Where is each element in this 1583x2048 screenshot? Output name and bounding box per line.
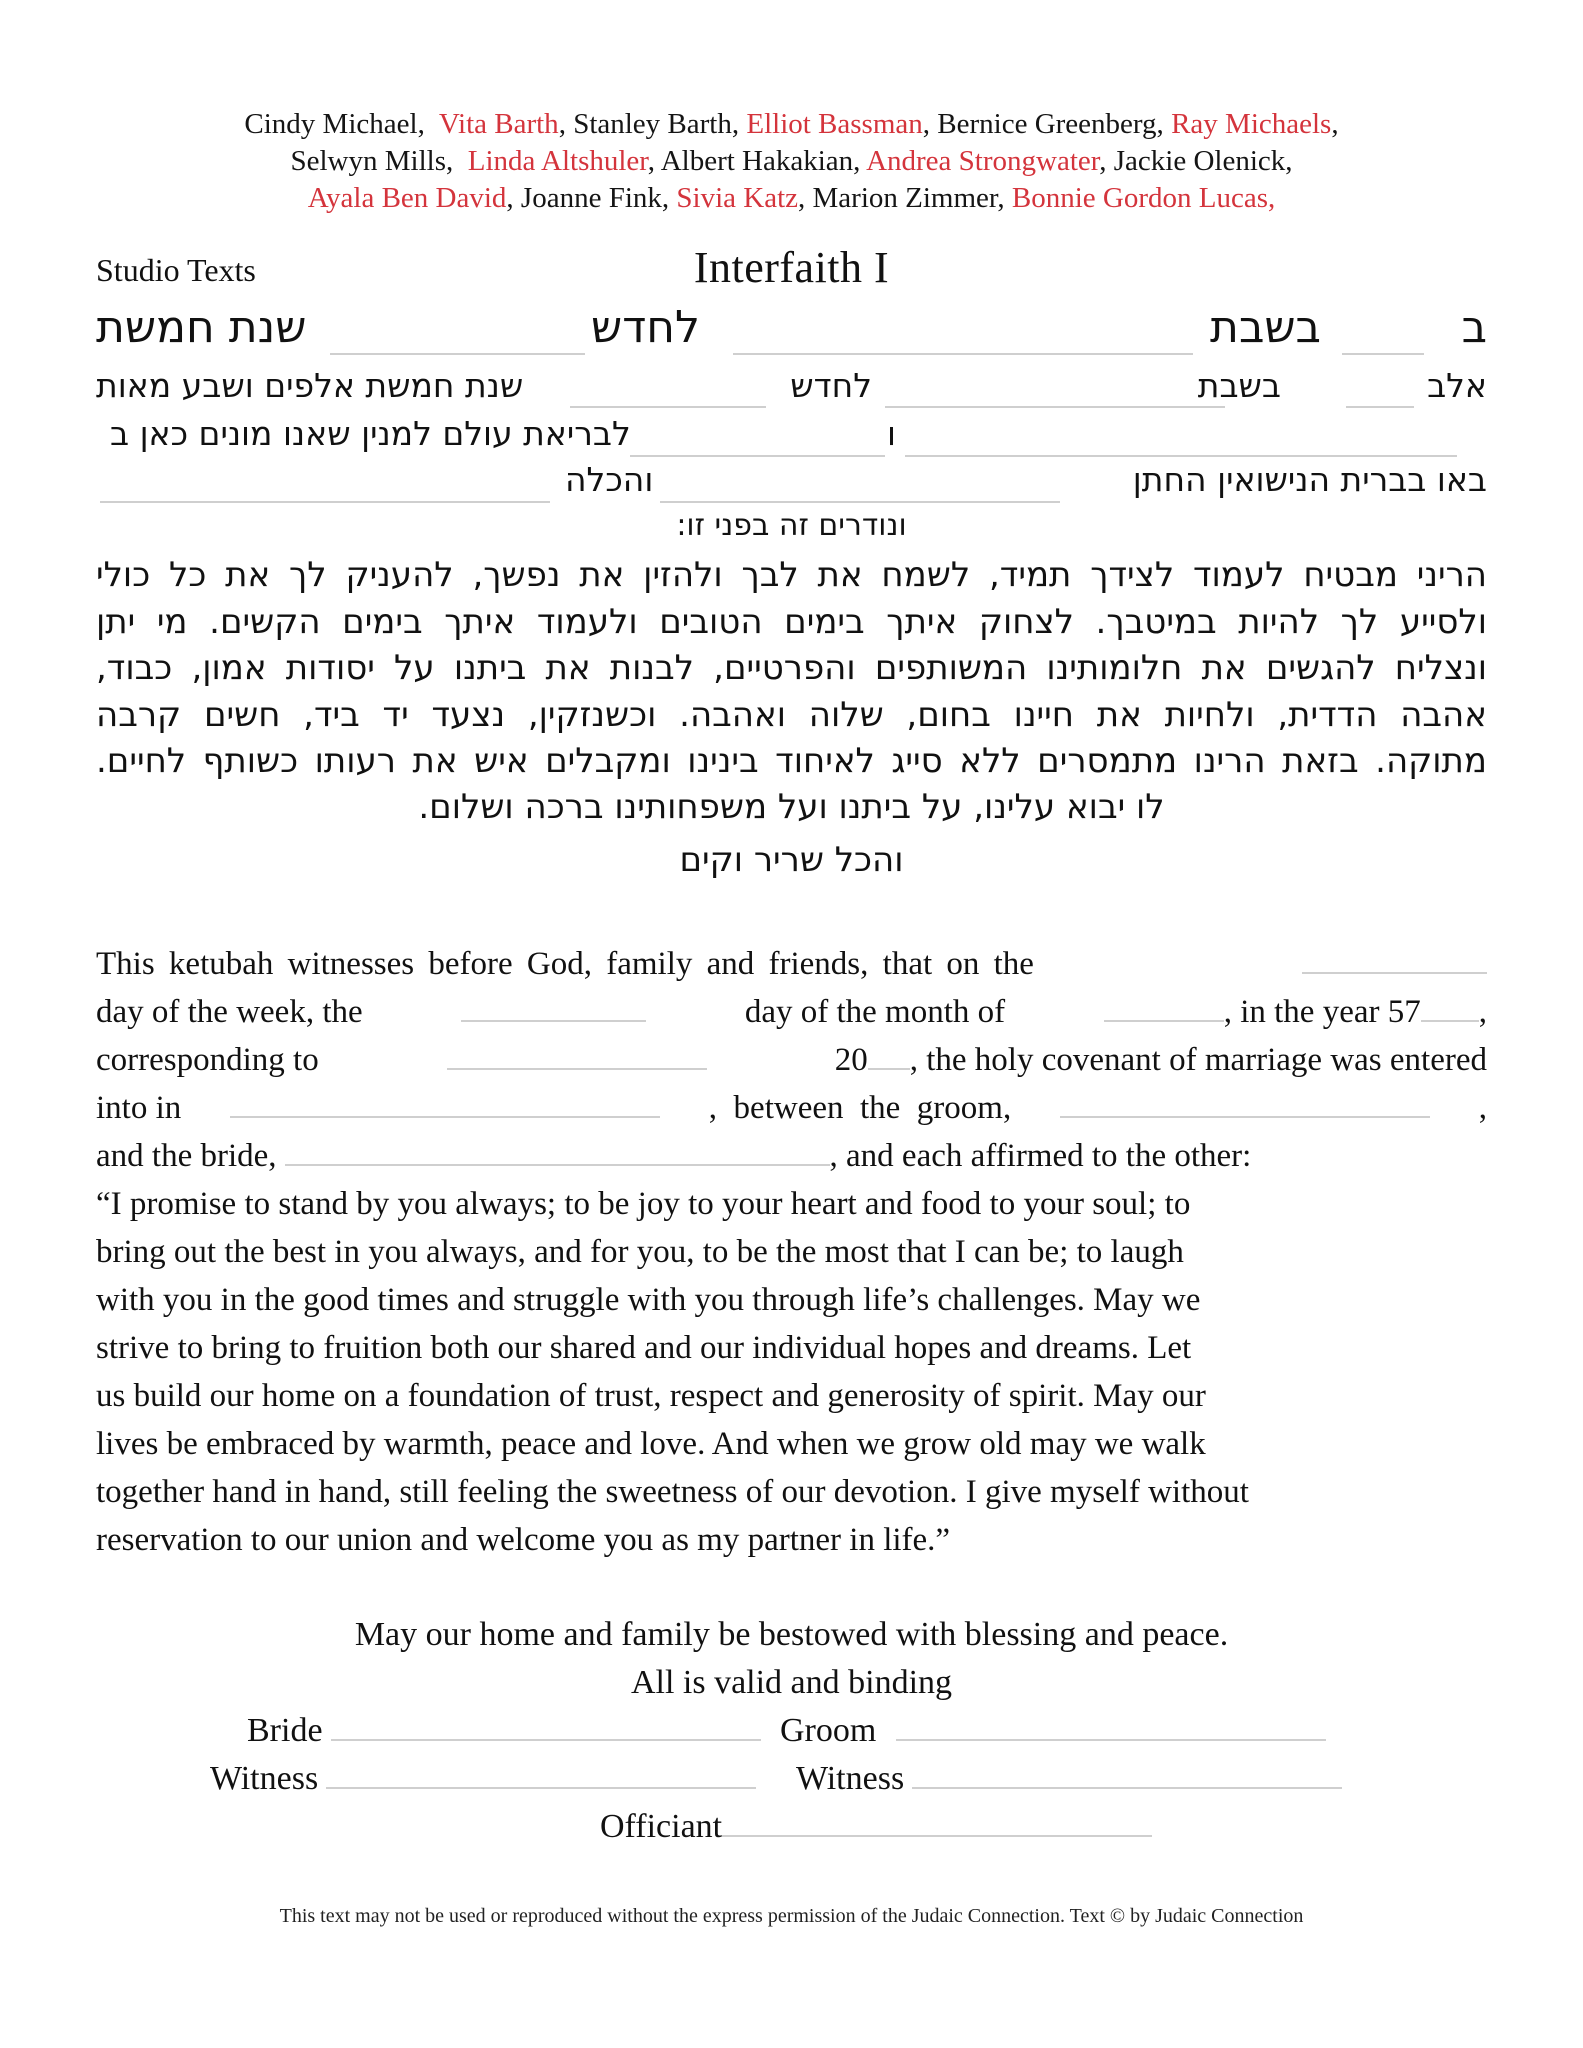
- english-text-fragment: corresponding to: [96, 1042, 319, 1078]
- english-line-2: [96, 988, 1487, 1036]
- vow-text: together hand in hand, still feeling the sweetness of our devotion. I give myself without: [96, 1474, 1249, 1510]
- officiant-signature-line[interactable]: [722, 1834, 1152, 1837]
- vow-line: [96, 1468, 1487, 1516]
- heb-nodrim: ונודרים זה בפני זו:: [676, 508, 907, 543]
- heb-lechodesh: לחדש: [591, 302, 700, 353]
- heb-shnat-alafim: שנת חמשת אלפים ושבע מאות: [96, 366, 524, 405]
- heb-vow-line: ונצליח להגשים את חלומותינו המשותפים והפרטיים, לבנות את ביתנו על יסודות אמון, כבוד,: [96, 648, 1487, 688]
- english-text-fragment: day of the week, the: [96, 994, 363, 1030]
- heb-closing: והכל שריר וקים: [679, 840, 904, 880]
- vow-text: “I promise to stand by you always; to be joy to your heart and food to your soul; to: [96, 1186, 1191, 1222]
- copyright-footer: This text may not be used or reproduced without the express permission of the Judaic Connection. Text © by Judaic Connection: [279, 1905, 1304, 1927]
- heb-vow-line: מתוקה. בזאת הרינו מתמסרים ללא סייג לאיחוד בינינו ומקבלים איש את רעותו כשותף לחיים.: [96, 741, 1487, 781]
- credit-name: , Stanley Barth,: [558, 108, 740, 140]
- witness-label: Witness: [796, 1760, 905, 1797]
- bride-signature-line[interactable]: [331, 1738, 761, 1741]
- credits-names: [0, 106, 1583, 217]
- studio-texts-label: Studio Texts: [96, 252, 256, 288]
- heb-weekday-blank[interactable]: [733, 352, 1193, 355]
- vow-line: [96, 1180, 1487, 1228]
- english-text-fragment: 20: [834, 1042, 868, 1078]
- credit-name: Sivia Katz: [676, 182, 798, 214]
- witness-right-signature: [796, 1760, 1342, 1798]
- credit-separator: ,: [1331, 108, 1339, 140]
- english-text-fragment: ,: [1478, 994, 1487, 1030]
- witness-left-signature-line[interactable]: [326, 1786, 756, 1789]
- english-text-fragment: , between the groom,: [708, 1090, 1012, 1126]
- bride-name-blank[interactable]: [285, 1163, 830, 1166]
- heb-bau-bebrit: באו בברית הנישואין החתן: [1132, 460, 1487, 499]
- heb-vow-line: הריני מבטיח לעמוד לצידך תמיד, לשמח את לבך ולהזין את נפשך, להעניק לך את כל כולי: [96, 555, 1487, 595]
- heb-weekday2-blank[interactable]: [885, 405, 1225, 408]
- vow-line: [96, 1516, 1487, 1564]
- vow-text: lives be embraced by warmth, peace and love. And when we grow old may we walk: [96, 1426, 1206, 1462]
- credit-name: Bonnie Gordon Lucas,: [1011, 182, 1276, 214]
- english-text-fragment: and the bride,: [96, 1138, 277, 1174]
- english-text-fragment: , and each affirmed to the other:: [829, 1138, 1252, 1174]
- civil-year-blank[interactable]: [868, 1067, 910, 1070]
- heb-blessing: לו יבוא עלינו, על ביתנו ועל משפחותינו ברכה ושלום.: [418, 787, 1165, 827]
- credits-line-2: [0, 143, 1583, 180]
- english-vow: [96, 1180, 1487, 1564]
- heb-month-blank[interactable]: [330, 352, 585, 355]
- heb-shnat-chameshet: שנת חמשת: [96, 302, 307, 353]
- credit-name: , Jackie Olenick,: [1099, 145, 1293, 177]
- credit-name: Ray Michaels: [1171, 108, 1332, 140]
- heb-bet: ב: [1461, 302, 1487, 353]
- english-intro: This ketubah witnesses before God, family and friends, that on the: [96, 946, 1034, 982]
- heb-alef-lamed: אלב: [1427, 366, 1487, 405]
- credit-name: , Marion Zimmer,: [798, 182, 1005, 214]
- vow-line: [96, 1420, 1487, 1468]
- english-text-fragment: day of the month of: [744, 994, 1006, 1030]
- document-title: Interfaith I: [693, 243, 890, 292]
- credit-name: Cindy Michael,: [244, 108, 425, 140]
- credit-name: Linda Altshuler: [467, 145, 648, 177]
- english-line-4: [96, 1084, 1487, 1132]
- credit-name: Selwyn Mills,: [290, 145, 454, 177]
- credit-name: Andrea Strongwater: [866, 145, 1100, 177]
- vow-text: reservation to our union and welcome you as my partner in life.”: [96, 1522, 951, 1558]
- witness-left-signature: [210, 1760, 756, 1798]
- credit-name: Elliot Bassman: [746, 108, 923, 140]
- heb-beshabbat-2: בשבת: [1197, 366, 1281, 405]
- groom-label: Groom: [780, 1712, 877, 1749]
- civil-date-blank[interactable]: [447, 1067, 707, 1070]
- month-blank[interactable]: [1104, 1019, 1224, 1022]
- officiant-label: Officiant: [600, 1808, 723, 1845]
- witness-label: Witness: [210, 1760, 319, 1797]
- day-of-month-blank[interactable]: [461, 1019, 646, 1022]
- groom-signature: [780, 1712, 1326, 1750]
- location-blank[interactable]: [230, 1115, 660, 1118]
- heb-civil-year-blank[interactable]: [630, 454, 885, 457]
- vow-text: us build our home on a foundation of trust, respect and generosity of spirit. May our: [96, 1378, 1206, 1414]
- weekday-blank[interactable]: [1302, 971, 1487, 974]
- vow-text: with you in the good times and struggle with you through life’s challenges. May we: [96, 1282, 1201, 1318]
- credits-line-1: [0, 106, 1583, 143]
- vow-line: [96, 1228, 1487, 1276]
- heb-month2-blank[interactable]: [570, 405, 766, 408]
- english-blessing: May our home and family be bestowed with blessing and peace.: [354, 1616, 1229, 1653]
- heb-day-blank[interactable]: [1342, 352, 1424, 355]
- english-line-5: [96, 1132, 1487, 1180]
- heb-vow-line: ולסייע לך להיות במיטבך. לצחוק איתך בימים הטובים ולעמוד איתך בימים הקשים. מי יתן: [96, 601, 1487, 642]
- vow-line: [96, 1276, 1487, 1324]
- credit-name: , Albert Hakakian,: [647, 145, 861, 177]
- english-text-fragment: ,: [1478, 1090, 1487, 1126]
- groom-name-blank[interactable]: [1060, 1115, 1430, 1118]
- witness-right-signature-line[interactable]: [912, 1786, 1342, 1789]
- hebrew-year-blank[interactable]: [1421, 1019, 1479, 1022]
- heb-bride-blank[interactable]: [100, 500, 550, 503]
- heb-day2-blank[interactable]: [1346, 405, 1414, 408]
- credit-name: , Joanne Fink,: [506, 182, 670, 214]
- heb-year-blank[interactable]: [905, 454, 1457, 457]
- heb-vav: ו: [887, 414, 896, 453]
- heb-groom-blank[interactable]: [660, 500, 1060, 503]
- heb-vow-line: אהבה הדדית, ולחיות את חיינו בחום, שלוה ואהבה. וכשנזקין, נצעד יד ביד, חשים קרבה: [96, 694, 1487, 735]
- heb-vehakalah: והכלה: [565, 460, 654, 499]
- vow-text: bring out the best in you always, and for you, to be the most that I can be; to laugh: [96, 1234, 1184, 1270]
- heb-lebriat-olam: לבריאת עולם למנין שאנו מונים כאן ב: [110, 414, 631, 453]
- heb-lechodesh-2: לחדש: [790, 366, 872, 405]
- credit-name: Vita Barth: [438, 108, 559, 140]
- heb-beshabbat: בשבת: [1210, 302, 1321, 353]
- heb-vow-paragraph: [96, 552, 1487, 785]
- credit-name: , Bernice Greenberg,: [922, 108, 1164, 140]
- groom-signature-line[interactable]: [896, 1738, 1326, 1741]
- english-text-fragment: , the holy covenant of marriage was entered: [909, 1042, 1487, 1078]
- english-line-1: [96, 940, 1487, 988]
- credits-line-3: [0, 180, 1583, 217]
- english-text-fragment: , in the year 57: [1223, 994, 1421, 1030]
- english-line-3: [96, 1036, 1487, 1084]
- officiant-signature: [600, 1808, 1152, 1846]
- english-text-fragment: into in: [96, 1090, 182, 1126]
- english-binding: All is valid and binding: [630, 1664, 953, 1701]
- bride-label: Bride: [247, 1712, 323, 1749]
- credit-name: Ayala Ben David: [307, 182, 507, 214]
- vow-text: strive to bring to fruition both our shared and our individual hopes and dreams. Let: [96, 1330, 1192, 1366]
- vow-line: [96, 1324, 1487, 1372]
- bride-signature: [247, 1712, 761, 1750]
- english-text: [96, 940, 1487, 1564]
- vow-line: [96, 1372, 1487, 1420]
